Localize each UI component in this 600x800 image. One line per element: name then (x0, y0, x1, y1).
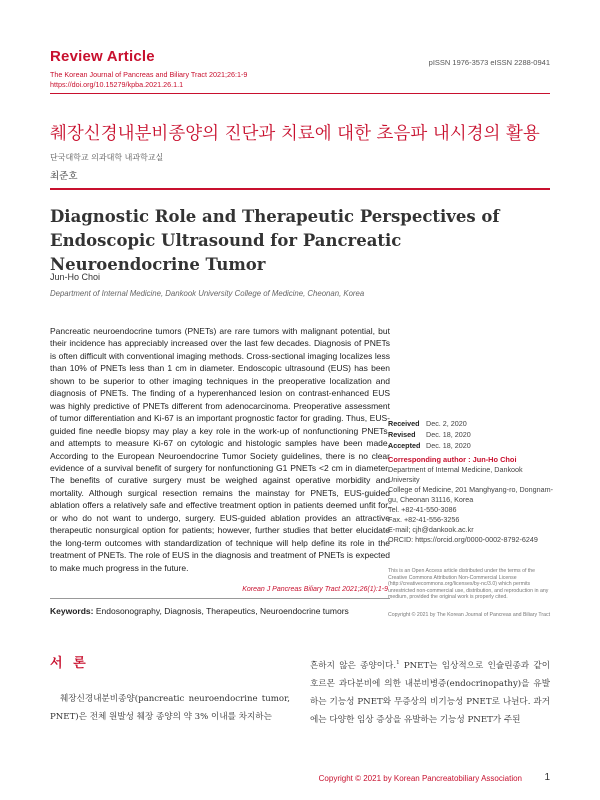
open-access-copyright: Copyright © 2021 by The Korean Journal of Pancreas and Biliary Tract (388, 612, 551, 618)
body-text-right-column (310, 654, 550, 729)
date-label: Accepted (388, 441, 421, 450)
section-heading-introduction: 서 론 (50, 656, 89, 671)
doi-link[interactable]: https://doi.org/10.15279/kpba.2021.26.1.1 (50, 80, 184, 89)
date-value: Dec. 18, 2020 (426, 430, 471, 439)
date-label: Received (388, 419, 420, 428)
keywords (50, 606, 390, 616)
article-type-label: Review Article (50, 48, 155, 65)
body-text-segment: 흔하지 않은 종양이다. (310, 660, 397, 671)
abstract-text: Pancreatic neuroendocrine tumors (PNETs) are rare tumors with malignant potential, but their incidence has appreciably increased over the last few decades. Diagnosis of PNETs is often difficult with conventional imaging methods. Cross-sectional imaging localizes less than 10% of PNETs less than 1 cm in diameter. Endoscopic ultrasound (EUS) has been shown to be superior to other imaging techniques in the preoperative localization and diagnosis of PNETs. The finding of a hyperenhanced lesion on contrast-enhanced EUS was highly predictive of PNETs different from adenocarcinoma. Preoperative assessment of tumor differentiation and Ki-67 is an important prognostic factor for grading. Thus, EUS-guided fine needle biopsy may play a key role in the work-up of nonfunctioning PNETs, and attempts to measure Ki-67 on cytologic and histologic samples have been made. According to the European Neuroendocrine Tumor Society guidelines, there is no clear evidence of a survival benefit of surgery for nonfunctioning G1 PNETs <2 cm in diameter. The benefits of curative surgery must be weighed against operative morbidity and mortality. Although surgical resection remains the mainstay for PNETs, EUS-guided ablation offers a relatively safe and effective treatment option in patients deemed unfit for, or who do not want to undergo, surgery. EUS-guided ablation provides an attractive therapeutic nonsurgical option for patients; however, further studies that better elucidate the long-term outcomes with standardization of technique will help define its role in the treatment of PNETs. The role of EUS in the diagnosis and treatment of PNETs is expected to make much progress in the future. (50, 326, 390, 573)
date-label: Revised (388, 430, 416, 439)
corresponding-author-label: Corresponding author : Jun-Ho Choi (388, 455, 517, 464)
corr-fax: Fax. +82-41-556-3256 (388, 515, 460, 524)
date-received (388, 418, 471, 429)
korean-affiliation: 단국대학교 의과대학 내과학교실 (50, 153, 164, 162)
corr-phone: Tel. +82-41-550-3086 (388, 505, 457, 514)
korean-title: 췌장신경내분비종양의 진단과 치료에 대한 초음파 내시경의 활용 (50, 124, 540, 144)
header-divider (50, 93, 550, 94)
english-title: Diagnostic Role and Therapeutic Perspectives of Endoscopic Ultrasound for Pancreatic Neuroendocrine Tumor (50, 207, 500, 274)
corr-line: College of Medicine, 201 Manghyang-ro, Dongnam- (388, 485, 554, 494)
corr-line: gu, Cheonan 31116, Korea (388, 495, 474, 504)
body-text-left-column: 췌장신경내분비종양(pancreatic neuroendocrine tumor, PNET)은 전체 원발성 췌장 종양의 약 3% 이내를 차지하는 (50, 694, 290, 722)
corr-email[interactable]: E-mail; cjh@dankook.ac.kr (388, 525, 474, 534)
corr-orcid[interactable]: ORCID: https://orcid.org/0000-0002-8792-6249 (388, 535, 538, 544)
reference-superscript[interactable]: 1 (396, 660, 400, 666)
date-accepted (388, 440, 471, 451)
journal-citation: The Korean Journal of Pancreas and Biliary Tract 2021;26:1-9 (50, 70, 248, 79)
abstract-citation: Korean J Pancreas Biliary Tract 2021;26(1):1-9 (242, 586, 388, 593)
korean-author: 최준호 (50, 171, 78, 182)
keywords-label: Keywords: (50, 606, 94, 616)
keywords-list: Endosonography, Diagnosis, Therapeutics, Neuroendocrine tumors (95, 606, 349, 616)
body-text-segment: PNET는 임상적으로 인슐린종과 같이 호르몬 과다분비에 의한 내분비병증(endocrinopathy)을 유발하는 기능성 PNET와 무증상의 비기능성 PNET로 나뉜다. 과거에는 다양한 임상 증상을 유발하는 기능성 PNET가 주된 (310, 660, 550, 725)
english-affiliation: Department of Internal Medicine, Dankook University College of Medicine, Cheonan, Korea (50, 289, 365, 298)
open-access-note: This is an Open Access article distributed under the terms of the Creative Commons Attribution Non-Commercial License (http://creativecommons.org/licenses/by-nc/3.0) which permits unrestricted non-commercial use, distribution, and reproduction in any medium, provided the original work is properly cited. (388, 568, 549, 601)
article-dates (388, 418, 471, 451)
english-author: Jun-Ho Choi (50, 272, 101, 282)
abstract-divider (50, 598, 390, 599)
date-revised (388, 429, 471, 440)
corresponding-author-details (388, 465, 553, 545)
corr-line: Department of Internal Medicine, Dankook University (388, 465, 523, 484)
issn-info: pISSN 1976-3573 eISSN 2288-0941 (428, 58, 550, 67)
footer-copyright: Copyright © 2021 by Korean Pancreatobiliary Association (318, 774, 522, 783)
title-divider (50, 188, 550, 190)
date-value: Dec. 18, 2020 (426, 441, 471, 450)
page-number: 1 (544, 772, 550, 783)
date-value: Dec. 2, 2020 (426, 419, 467, 428)
